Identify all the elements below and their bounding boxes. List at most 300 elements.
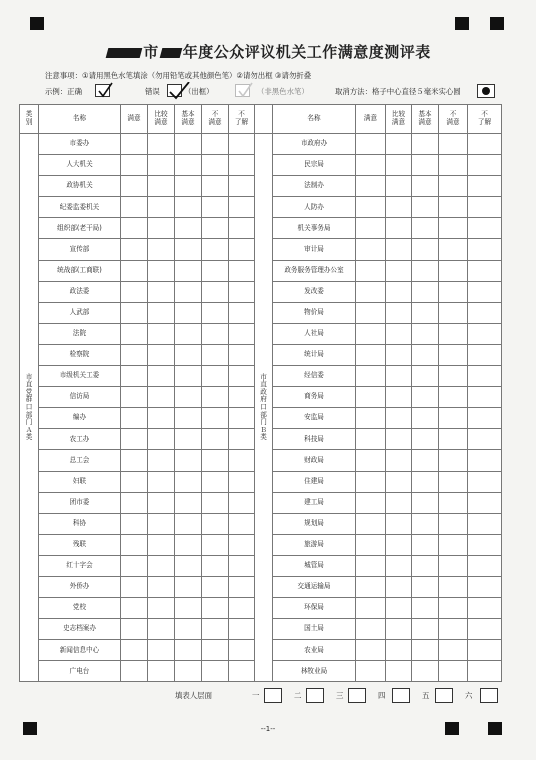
right-rating-cell[interactable] [412,239,439,260]
right-rating-cell[interactable] [386,218,412,239]
right-rating-cell[interactable] [412,323,439,344]
registration-mark-top-right-2 [490,17,504,30]
left-rating-cell[interactable] [229,134,255,155]
example-wrong-box-1 [167,84,182,97]
left-rating-cell[interactable] [148,555,175,576]
level-label-4: 四 [378,691,386,700]
right-rating-cell[interactable] [439,492,468,513]
notes: 注意事项：①请用黑色水笔填涂（勿用铅笔或其他颜色笔）②请勿出框 ③请勿折叠 [45,71,312,80]
left-rating-cell[interactable] [148,471,175,492]
left-rating-cell[interactable] [229,260,255,281]
check-icon [97,82,115,100]
left-rating-cell[interactable] [148,344,175,365]
left-rating-cell[interactable] [121,260,148,281]
right-rating-cell[interactable] [412,534,439,555]
left-rating-cell[interactable] [175,239,202,260]
left-rating-cell[interactable] [148,661,175,682]
left-item-name: 编办 [39,408,121,429]
left-item-name: 外侨办 [39,576,121,597]
right-rating-cell[interactable] [356,366,386,387]
left-item-name: 团市委 [39,492,121,513]
right-rating-cell[interactable] [356,471,386,492]
left-rating-cell[interactable] [229,471,255,492]
left-rating-cell[interactable] [148,492,175,513]
left-rating-cell[interactable] [229,576,255,597]
level-checkbox-4[interactable] [392,688,410,703]
right-item-name: 机关事务局 [273,218,356,239]
right-rating-cell[interactable] [356,218,386,239]
left-rating-cell[interactable] [229,239,255,260]
right-rating-cell[interactable] [468,640,502,661]
header-left-4: 基本 满意 [175,105,202,134]
left-rating-cell[interactable] [121,471,148,492]
right-rating-cell[interactable] [439,534,468,555]
right-item-name: 安监局 [273,408,356,429]
right-rating-cell[interactable] [439,576,468,597]
left-rating-cell[interactable] [121,197,148,218]
right-rating-cell[interactable] [412,513,439,534]
left-rating-cell[interactable] [202,387,229,408]
left-rating-cell[interactable] [229,302,255,323]
right-item-name: 人防办 [273,197,356,218]
redacted-text [159,48,182,58]
right-rating-cell[interactable] [356,155,386,176]
left-rating-cell[interactable] [202,366,229,387]
right-rating-cell[interactable] [412,302,439,323]
left-rating-cell[interactable] [175,197,202,218]
left-rating-cell[interactable] [148,598,175,619]
right-rating-cell[interactable] [412,197,439,218]
right-rating-cell[interactable] [412,576,439,597]
left-rating-cell[interactable] [121,387,148,408]
right-rating-cell[interactable] [439,429,468,450]
left-rating-cell[interactable] [148,302,175,323]
left-rating-cell[interactable] [148,619,175,640]
level-checkbox-5[interactable] [435,688,453,703]
right-rating-cell[interactable] [439,197,468,218]
example-wrong1-text: （出框） [184,87,214,96]
left-rating-cell[interactable] [148,239,175,260]
left-rating-cell[interactable] [121,239,148,260]
left-rating-cell[interactable] [229,155,255,176]
left-rating-cell[interactable] [175,576,202,597]
example-wrong-label: 错误 [145,87,160,96]
left-rating-cell[interactable] [148,640,175,661]
right-rating-cell[interactable] [356,640,386,661]
left-rating-cell[interactable] [202,218,229,239]
right-rating-cell[interactable] [412,260,439,281]
left-rating-cell[interactable] [229,450,255,471]
header-left-5: 不 满意 [202,105,229,134]
right-rating-cell[interactable] [386,661,412,682]
right-rating-cell[interactable] [439,555,468,576]
right-rating-cell[interactable] [439,408,468,429]
right-rating-cell[interactable] [386,366,412,387]
right-rating-cell[interactable] [439,302,468,323]
right-rating-cell[interactable] [386,408,412,429]
right-rating-cell[interactable] [439,344,468,365]
left-rating-cell[interactable] [175,155,202,176]
right-rating-cell[interactable] [412,450,439,471]
left-rating-cell[interactable] [229,619,255,640]
left-rating-cell[interactable] [148,176,175,197]
right-rating-cell[interactable] [468,176,502,197]
right-item-name: 科技局 [273,429,356,450]
left-rating-cell[interactable] [148,218,175,239]
left-rating-cell[interactable] [175,302,202,323]
left-rating-cell[interactable] [121,134,148,155]
left-rating-cell[interactable] [121,598,148,619]
left-rating-cell[interactable] [229,534,255,555]
right-rating-cell[interactable] [386,260,412,281]
left-rating-cell[interactable] [148,576,175,597]
level-checkbox-6[interactable] [480,688,498,703]
left-rating-cell[interactable] [202,661,229,682]
right-rating-cell[interactable] [356,661,386,682]
right-rating-cell[interactable] [386,534,412,555]
right-rating-cell[interactable] [386,619,412,640]
left-rating-cell[interactable] [175,134,202,155]
left-rating-cell[interactable] [202,429,229,450]
left-item-name: 组织部(老干局) [39,218,121,239]
right-rating-cell[interactable] [468,619,502,640]
left-rating-cell[interactable] [148,366,175,387]
right-rating-cell[interactable] [356,429,386,450]
right-rating-cell[interactable] [439,323,468,344]
left-rating-cell[interactable] [121,534,148,555]
right-rating-cell[interactable] [468,555,502,576]
left-rating-cell[interactable] [202,576,229,597]
left-rating-cell[interactable] [175,260,202,281]
left-rating-cell[interactable] [202,492,229,513]
right-rating-cell[interactable] [468,661,502,682]
right-item-name: 市政府办 [273,134,356,155]
left-rating-cell[interactable] [229,366,255,387]
left-rating-cell[interactable] [175,429,202,450]
right-rating-cell[interactable] [356,598,386,619]
right-rating-cell[interactable] [412,492,439,513]
right-rating-cell[interactable] [386,471,412,492]
left-rating-cell[interactable] [175,661,202,682]
right-rating-cell[interactable] [356,408,386,429]
left-rating-cell[interactable] [175,218,202,239]
left-rating-cell[interactable] [121,661,148,682]
right-rating-cell[interactable] [468,218,502,239]
right-rating-cell[interactable] [412,281,439,302]
right-rating-cell[interactable] [412,176,439,197]
left-rating-cell[interactable] [121,176,148,197]
left-rating-cell[interactable] [229,323,255,344]
right-rating-cell[interactable] [356,134,386,155]
left-rating-cell[interactable] [202,239,229,260]
left-rating-cell[interactable] [202,555,229,576]
right-rating-cell[interactable] [412,640,439,661]
right-rating-cell[interactable] [468,197,502,218]
right-rating-cell[interactable] [412,598,439,619]
level-checkbox-1[interactable] [264,688,282,703]
right-rating-cell[interactable] [386,197,412,218]
right-rating-cell[interactable] [412,134,439,155]
left-rating-cell[interactable] [175,323,202,344]
right-rating-cell[interactable] [412,408,439,429]
right-rating-cell[interactable] [439,450,468,471]
right-rating-cell[interactable] [439,387,468,408]
left-rating-cell[interactable] [121,302,148,323]
right-rating-cell[interactable] [386,576,412,597]
left-rating-cell[interactable] [175,471,202,492]
header-right-5: 不 满意 [439,105,468,134]
left-rating-cell[interactable] [202,450,229,471]
left-rating-cell[interactable] [175,450,202,471]
right-rating-cell[interactable] [412,155,439,176]
right-rating-cell[interactable] [386,134,412,155]
left-rating-cell[interactable] [229,555,255,576]
right-rating-cell[interactable] [356,281,386,302]
right-rating-cell[interactable] [386,302,412,323]
left-rating-cell[interactable] [148,134,175,155]
right-rating-cell[interactable] [468,450,502,471]
right-rating-cell[interactable] [439,661,468,682]
right-rating-cell[interactable] [468,492,502,513]
right-rating-cell[interactable] [412,387,439,408]
right-rating-cell[interactable] [468,260,502,281]
left-rating-cell[interactable] [148,534,175,555]
left-rating-cell[interactable] [148,513,175,534]
right-rating-cell[interactable] [386,155,412,176]
right-rating-cell[interactable] [356,197,386,218]
left-rating-cell[interactable] [121,492,148,513]
right-rating-cell[interactable] [386,387,412,408]
level-label-6: 六 [465,691,473,700]
left-rating-cell[interactable] [229,429,255,450]
right-rating-cell[interactable] [386,450,412,471]
right-item-name: 法制办 [273,176,356,197]
left-rating-cell[interactable] [121,513,148,534]
left-rating-cell[interactable] [175,640,202,661]
right-rating-cell[interactable] [356,344,386,365]
right-rating-cell[interactable] [356,513,386,534]
left-rating-cell[interactable] [175,408,202,429]
right-rating-cell[interactable] [439,640,468,661]
left-rating-cell[interactable] [175,366,202,387]
left-rating-cell[interactable] [229,598,255,619]
left-rating-cell[interactable] [202,281,229,302]
left-rating-cell[interactable] [175,176,202,197]
left-rating-cell[interactable] [202,619,229,640]
left-rating-cell[interactable] [121,281,148,302]
left-rating-cell[interactable] [202,176,229,197]
level-checkbox-3[interactable] [348,688,366,703]
right-item-name: 城管局 [273,555,356,576]
left-rating-cell[interactable] [175,492,202,513]
right-rating-cell[interactable] [386,344,412,365]
right-rating-cell[interactable] [439,176,468,197]
right-rating-cell[interactable] [412,344,439,365]
right-rating-cell[interactable] [386,492,412,513]
right-rating-cell[interactable] [356,260,386,281]
right-rating-cell[interactable] [468,302,502,323]
right-rating-cell[interactable] [468,323,502,344]
left-rating-cell[interactable] [229,344,255,365]
right-rating-cell[interactable] [468,387,502,408]
left-rating-cell[interactable] [175,534,202,555]
left-rating-cell[interactable] [202,344,229,365]
right-rating-cell[interactable] [468,155,502,176]
right-rating-cell[interactable] [468,598,502,619]
left-rating-cell[interactable] [229,492,255,513]
right-rating-cell[interactable] [468,513,502,534]
left-rating-cell[interactable] [175,387,202,408]
right-rating-cell[interactable] [439,239,468,260]
left-rating-cell[interactable] [121,344,148,365]
left-rating-cell[interactable] [148,281,175,302]
right-rating-cell[interactable] [468,134,502,155]
right-rating-cell[interactable] [439,155,468,176]
right-rating-cell[interactable] [356,387,386,408]
right-rating-cell[interactable] [412,661,439,682]
right-rating-cell[interactable] [356,450,386,471]
left-rating-cell[interactable] [175,281,202,302]
left-rating-cell[interactable] [121,640,148,661]
left-rating-cell[interactable] [175,619,202,640]
right-rating-cell[interactable] [439,598,468,619]
right-rating-cell[interactable] [439,366,468,387]
right-rating-cell[interactable] [439,218,468,239]
left-rating-cell[interactable] [202,640,229,661]
left-rating-cell[interactable] [202,408,229,429]
left-rating-cell[interactable] [175,344,202,365]
header-left-6: 不 了解 [229,105,255,134]
right-rating-cell[interactable] [468,366,502,387]
left-rating-cell[interactable] [202,471,229,492]
left-rating-cell[interactable] [148,408,175,429]
left-rating-cell[interactable] [148,429,175,450]
right-rating-cell[interactable] [386,176,412,197]
right-rating-cell[interactable] [356,492,386,513]
left-rating-cell[interactable] [229,197,255,218]
right-rating-cell[interactable] [439,260,468,281]
level-checkbox-2[interactable] [306,688,324,703]
right-rating-cell[interactable] [468,281,502,302]
left-item-name: 人大机关 [39,155,121,176]
right-item-name: 环保局 [273,598,356,619]
left-rating-cell[interactable] [148,387,175,408]
left-rating-cell[interactable] [202,534,229,555]
right-rating-cell[interactable] [386,598,412,619]
left-rating-cell[interactable] [121,408,148,429]
left-rating-cell[interactable] [229,513,255,534]
left-rating-cell[interactable] [229,661,255,682]
right-rating-cell[interactable] [439,513,468,534]
right-rating-cell[interactable] [356,302,386,323]
left-rating-cell[interactable] [121,576,148,597]
left-rating-cell[interactable] [148,323,175,344]
left-rating-cell[interactable] [175,555,202,576]
right-rating-cell[interactable] [439,619,468,640]
left-rating-cell[interactable] [121,155,148,176]
right-rating-cell[interactable] [468,576,502,597]
left-rating-cell[interactable] [202,155,229,176]
left-rating-cell[interactable] [148,260,175,281]
right-rating-cell[interactable] [386,323,412,344]
right-rating-cell[interactable] [356,555,386,576]
right-rating-cell[interactable] [412,555,439,576]
right-rating-cell[interactable] [386,555,412,576]
right-rating-cell[interactable] [468,471,502,492]
left-rating-cell[interactable] [175,598,202,619]
right-rating-cell[interactable] [439,281,468,302]
right-rating-cell[interactable] [412,471,439,492]
right-rating-cell[interactable] [356,534,386,555]
right-rating-cell[interactable] [386,239,412,260]
left-rating-cell[interactable] [148,155,175,176]
left-rating-cell[interactable] [202,598,229,619]
left-rating-cell[interactable] [229,640,255,661]
right-item-name: 建工局 [273,492,356,513]
right-rating-cell[interactable] [439,134,468,155]
left-rating-cell[interactable] [121,450,148,471]
left-rating-cell[interactable] [202,134,229,155]
left-item-name: 市委办 [39,134,121,155]
left-item-name: 宣传部 [39,239,121,260]
left-rating-cell[interactable] [121,619,148,640]
right-rating-cell[interactable] [356,619,386,640]
left-rating-cell[interactable] [202,260,229,281]
right-rating-cell[interactable] [412,429,439,450]
left-rating-cell[interactable] [229,281,255,302]
right-rating-cell[interactable] [468,534,502,555]
left-rating-cell[interactable] [121,366,148,387]
right-rating-cell[interactable] [356,576,386,597]
left-rating-cell[interactable] [121,218,148,239]
left-rating-cell[interactable] [148,197,175,218]
right-rating-cell[interactable] [386,429,412,450]
right-rating-cell[interactable] [468,429,502,450]
right-rating-cell[interactable] [386,513,412,534]
left-rating-cell[interactable] [121,429,148,450]
left-rating-cell[interactable] [202,323,229,344]
right-rating-cell[interactable] [412,218,439,239]
left-rating-cell[interactable] [202,197,229,218]
left-rating-cell[interactable] [121,555,148,576]
right-rating-cell[interactable] [412,619,439,640]
right-item-name: 林牧业局 [273,661,356,682]
left-rating-cell[interactable] [229,218,255,239]
right-rating-cell[interactable] [356,239,386,260]
left-rating-cell[interactable] [202,513,229,534]
header-right-3: 比较 满意 [386,105,412,134]
left-rating-cell[interactable] [202,302,229,323]
left-rating-cell[interactable] [229,387,255,408]
left-item-name: 政法委 [39,281,121,302]
right-rating-cell[interactable] [356,176,386,197]
right-rating-cell[interactable] [386,640,412,661]
left-rating-cell[interactable] [229,408,255,429]
left-rating-cell[interactable] [121,323,148,344]
right-rating-cell[interactable] [439,471,468,492]
right-rating-cell[interactable] [356,323,386,344]
right-item-name: 民宗局 [273,155,356,176]
left-rating-cell[interactable] [175,513,202,534]
left-rating-cell[interactable] [148,450,175,471]
right-rating-cell[interactable] [468,408,502,429]
right-rating-cell[interactable] [468,239,502,260]
right-rating-cell[interactable] [468,344,502,365]
right-rating-cell[interactable] [386,281,412,302]
left-rating-cell[interactable] [229,176,255,197]
right-rating-cell[interactable] [412,366,439,387]
right-item-name: 交通运输局 [273,576,356,597]
